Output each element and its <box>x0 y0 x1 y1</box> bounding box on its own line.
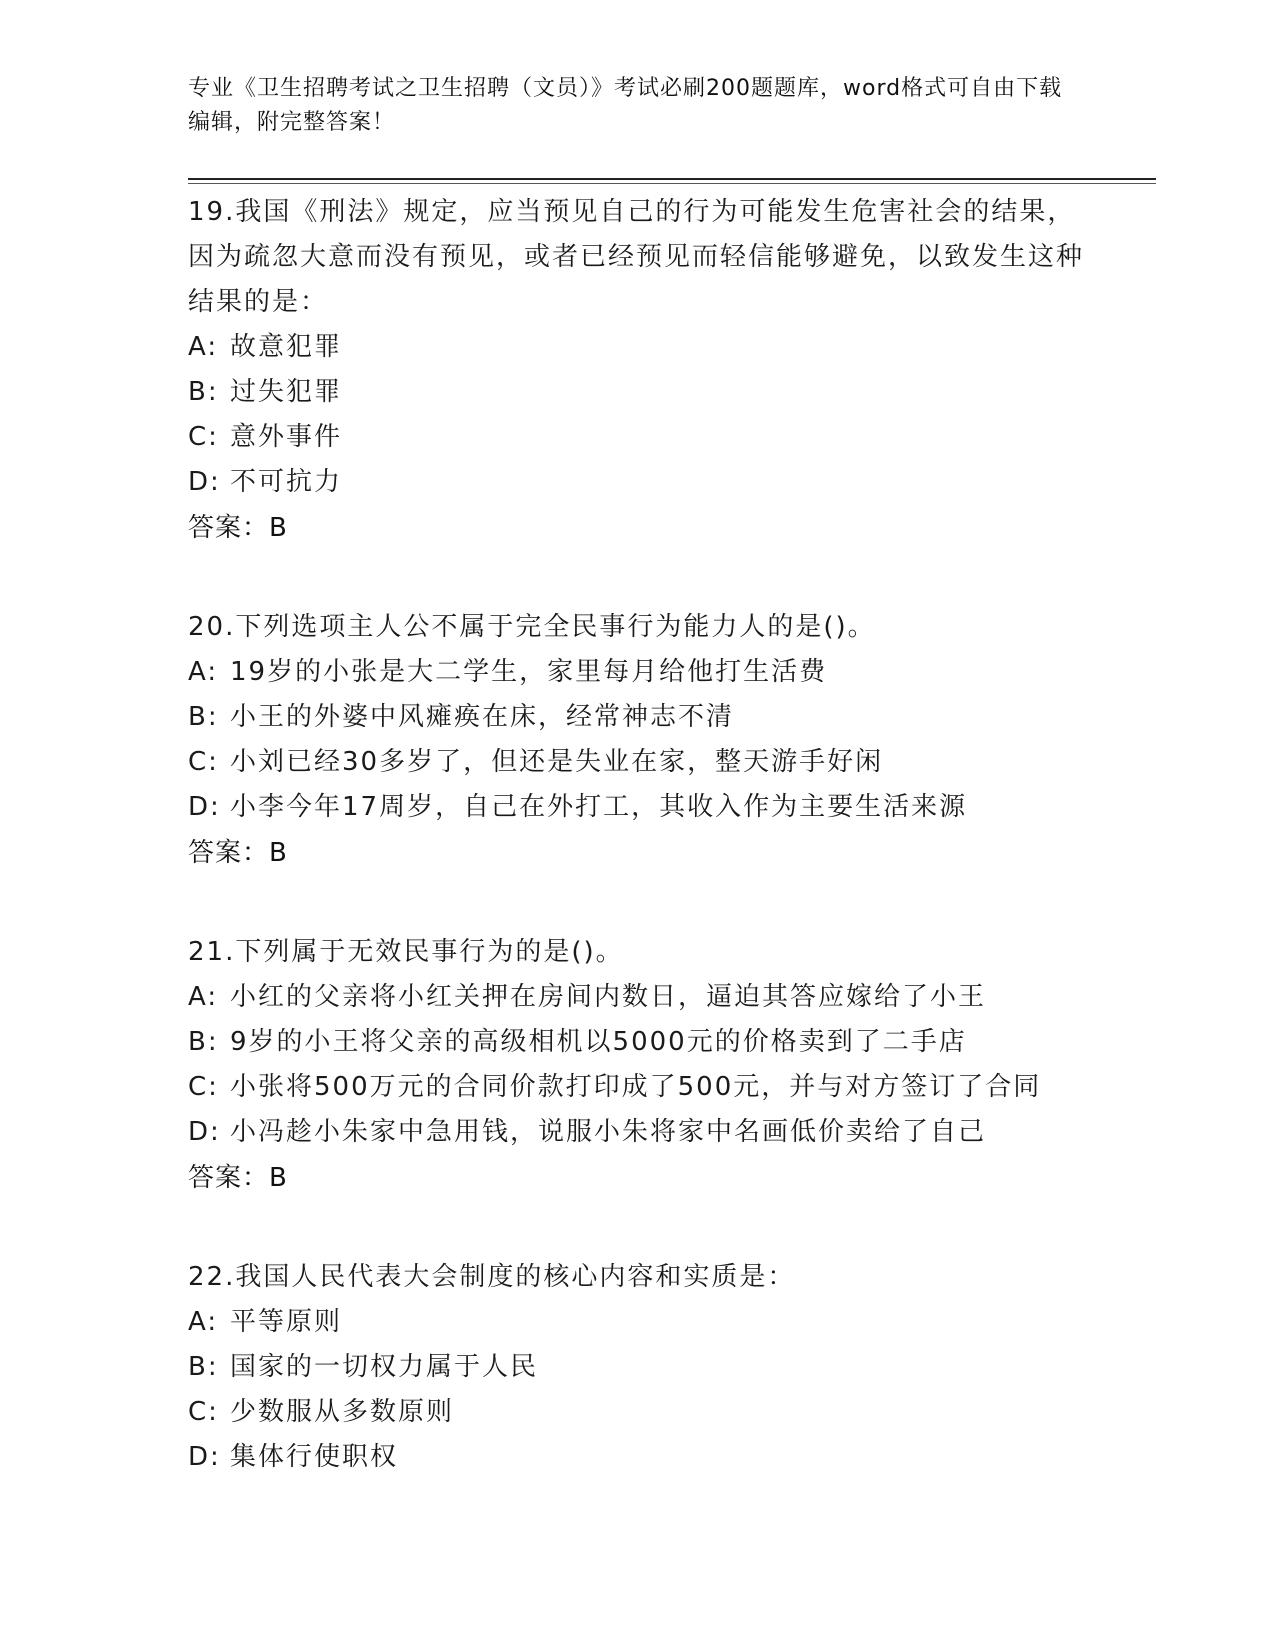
question-19 <box>188 190 1088 551</box>
option-letter: A: <box>188 1307 219 1337</box>
option-letter: D: <box>188 792 221 822</box>
option-c <box>188 415 1088 460</box>
answer-line: 答案：B <box>188 513 288 543</box>
option-letter: B: <box>188 702 219 732</box>
option-text: 小王的外婆中风瘫痪在床，经常神志不清 <box>230 702 735 732</box>
option-text: 平等原则 <box>230 1307 343 1337</box>
question-text: 20.下列选项主人公不属于完全民事行为能力人的是()。 <box>188 612 876 642</box>
question-text: 22.我国人民代表大会制度的核心内容和实质是： <box>188 1262 796 1292</box>
option-d <box>188 1435 1088 1480</box>
header-divider-thick <box>188 178 1156 180</box>
option-c <box>188 1390 1088 1435</box>
question-text: 21.下列属于无效民事行为的是()。 <box>188 937 624 967</box>
option-text: 小李今年17周岁，自己在外打工，其收入作为主要生活来源 <box>230 792 968 822</box>
option-text: 小刘已经30多岁了，但还是失业在家，整天游手好闲 <box>230 747 884 777</box>
option-letter: C: <box>188 1397 219 1427</box>
option-letter: A: <box>188 657 219 687</box>
option-text: 集体行使职权 <box>230 1442 399 1472</box>
option-c <box>188 1065 1088 1110</box>
question-21 <box>188 930 1088 1201</box>
question-text: 19.我国《刑法》规定，应当预见自己的行为可能发生危害社会的结果，因为疏忽大意而没有预见，或者已经预见而轻信能够避免，以致发生这种结果的是： <box>188 197 1085 317</box>
option-text: 不可抗力 <box>230 467 343 497</box>
option-letter: C: <box>188 747 219 777</box>
answer-line: 答案：B <box>188 1163 288 1193</box>
option-text: 小冯趁小朱家中急用钱，说服小朱将家中名画低价卖给了自己 <box>230 1117 987 1147</box>
option-b <box>188 370 1088 415</box>
option-d <box>188 460 1088 505</box>
header-divider-thin <box>188 183 1156 184</box>
option-letter: D: <box>188 1117 221 1147</box>
option-a <box>188 325 1088 370</box>
option-letter: C: <box>188 422 219 452</box>
option-letter: D: <box>188 467 221 497</box>
option-text: 故意犯罪 <box>230 332 343 362</box>
option-letter: C: <box>188 1072 219 1102</box>
option-letter: D: <box>188 1442 221 1472</box>
answer-line: 答案：B <box>188 838 288 868</box>
option-b <box>188 1345 1088 1390</box>
option-a <box>188 650 1088 695</box>
option-letter: B: <box>188 377 219 407</box>
option-a <box>188 1300 1088 1345</box>
option-text: 意外事件 <box>230 422 343 452</box>
option-d <box>188 1110 1088 1155</box>
option-c <box>188 740 1088 785</box>
option-b <box>188 695 1088 740</box>
option-text: 9岁的小王将父亲的高级相机以5000元的价格卖到了二手店 <box>230 1027 967 1057</box>
option-text: 少数服从多数原则 <box>230 1397 455 1427</box>
option-text: 过失犯罪 <box>230 377 343 407</box>
question-list <box>188 190 1088 1534</box>
option-text: 19岁的小张是大二学生，家里每月给他打生活费 <box>230 657 828 687</box>
question-22 <box>188 1255 1088 1480</box>
option-letter: B: <box>188 1352 219 1382</box>
option-letter: A: <box>188 332 219 362</box>
option-d <box>188 785 1088 830</box>
option-text: 小张将500万元的合同价款打印成了500元，并与对方签订了合同 <box>230 1072 1042 1102</box>
page-header: 专业《卫生招聘考试之卫生招聘（文员）》考试必刷200题题库，word格式可自由下载编辑，附完整答案！ <box>188 76 1063 135</box>
option-b <box>188 1020 1088 1065</box>
question-20 <box>188 605 1088 876</box>
option-text: 小红的父亲将小红关押在房间内数日，逼迫其答应嫁给了小王 <box>230 982 987 1012</box>
option-text: 国家的一切权力属于人民 <box>230 1352 539 1382</box>
option-letter: B: <box>188 1027 219 1057</box>
option-letter: A: <box>188 982 219 1012</box>
option-a <box>188 975 1088 1020</box>
